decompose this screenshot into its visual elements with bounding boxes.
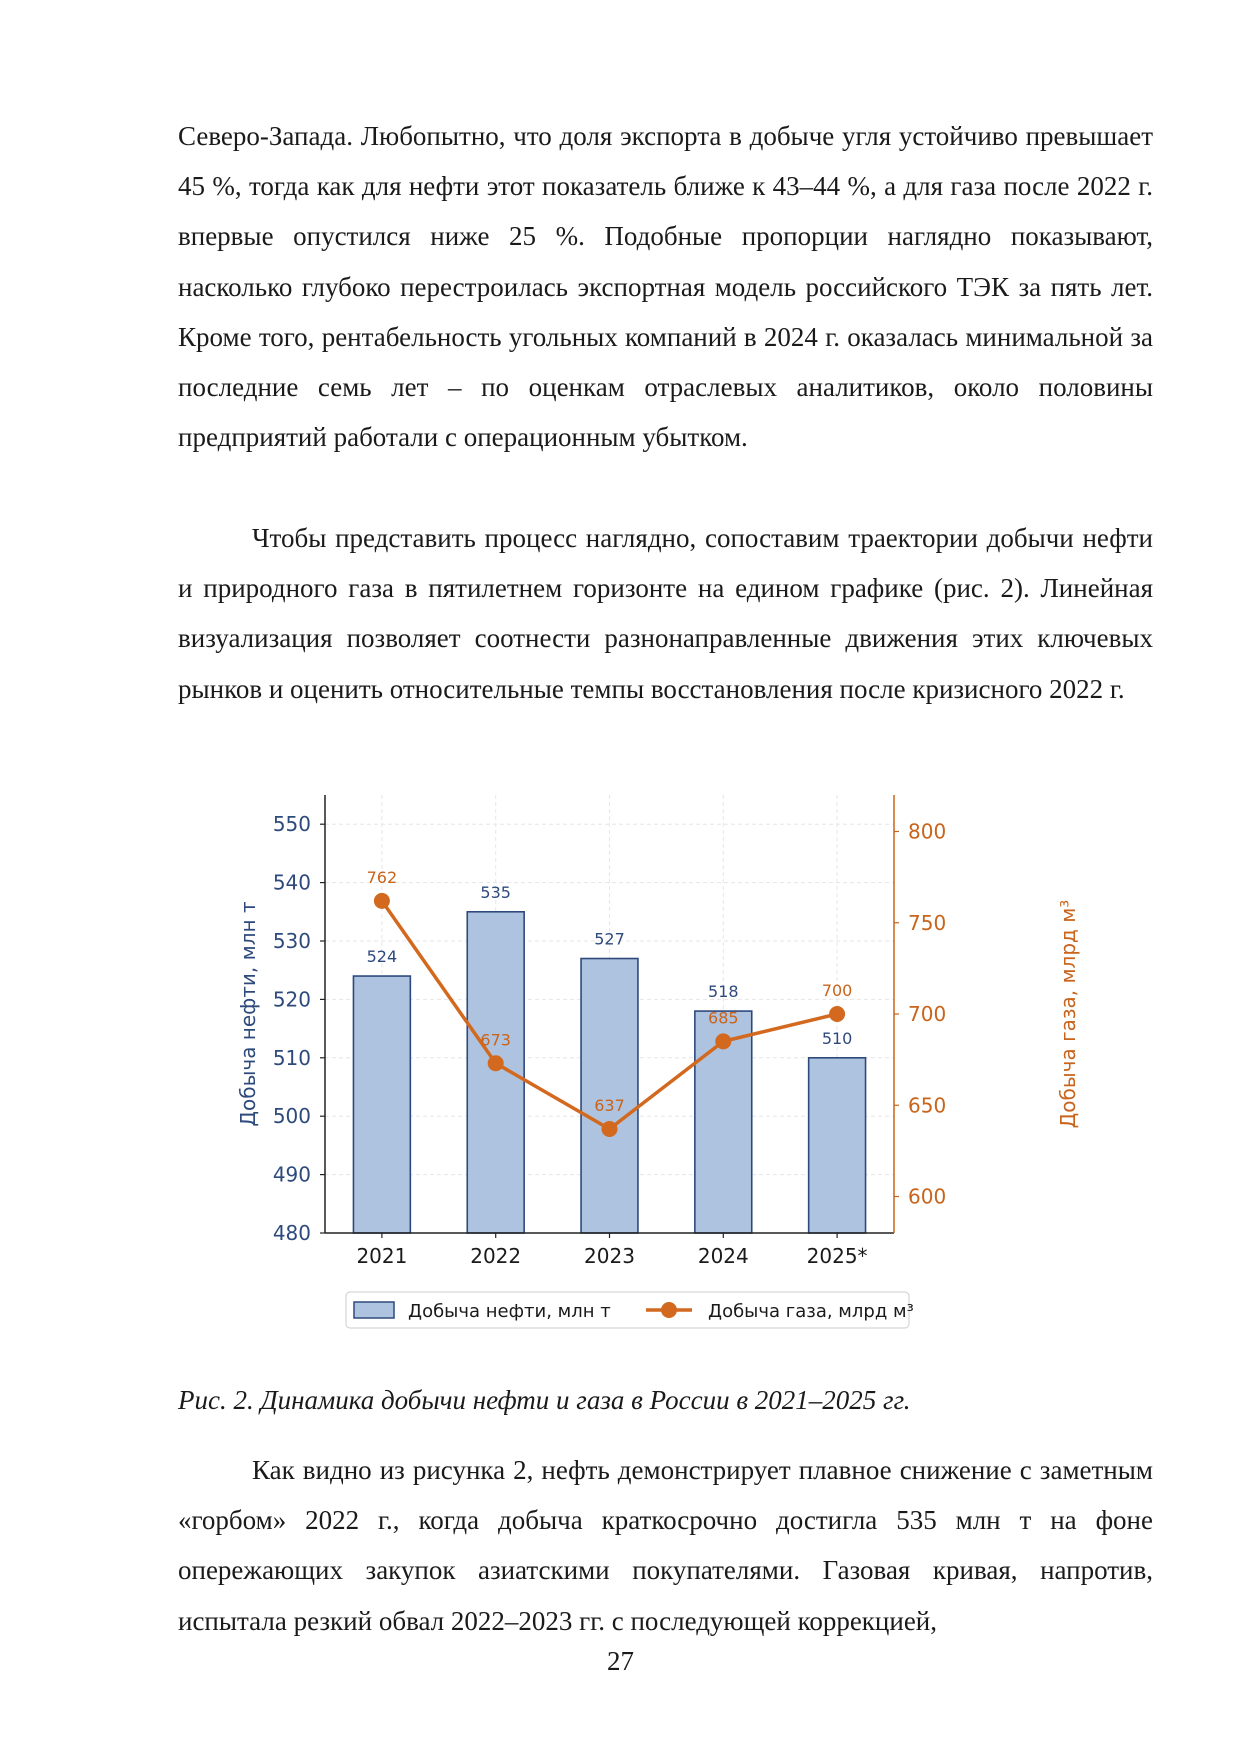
legend-swatch-gas-marker xyxy=(661,1302,677,1318)
body-paragraph: Северо-Запада. Любопытно, что доля экспорта в добыче угля устойчиво превышает 45 %, тогда как для нефти этот показатель ближе к 43–44 %, а для газа после 2022 г. впервые опустился ниже 25 %. Подобные пропорции наглядно показывают, насколько глубоко перестроилась экспортная модель российского ТЭК за пять лет. Кроме того, рентабельность угольных компаний в 2024 г. оказалась минимальной за последние семь лет – по оценкам отраслевых аналитиков, около половины предприятий работали с операционным убытком. xyxy=(178,121,1153,453)
y-tick-label: 550 xyxy=(272,812,311,837)
x-tick-label: 2021 xyxy=(356,1244,408,1268)
body-paragraph: Чтобы представить процесс наглядно, сопоставим траектории добычи нефти и природного газа в пятилетнем горизонте на едином графике (рис. 2). Линейная визуализация позволяет соотнести разнонаправленные движения этих ключевых рынков и оценить относительные темпы восстановления после кризисного 2022 г. xyxy=(178,523,1153,704)
y-axis-title: Добыча нефти, млн т xyxy=(236,901,260,1127)
body-paragraph: Как видно из рисунка 2, нефть демонстрирует плавное снижение с заметным «горбом» 2022 г., когда добыча краткосрочно достигла 535 млн т на фоне опережающих закупок азиатскими покупателями. Газовая кривая, напротив, испытала резкий обвал 2022–2023 гг. с последующей коррекцией, xyxy=(178,1455,1153,1636)
y-tick-label: 520 xyxy=(272,987,311,1012)
legend-label-oil: Добыча нефти, млн т xyxy=(408,1301,611,1322)
figure-caption: Рис. 2. Динамика добычи нефти и газа в России в 2021–2025 гг. xyxy=(178,1385,911,1415)
y-right-tick-label: 650 xyxy=(908,1093,947,1118)
y-right-tick-label: 700 xyxy=(908,1002,947,1026)
oil-gas-production-chart xyxy=(228,795,1098,1365)
y-right-tick-label: 750 xyxy=(908,910,947,935)
page-number: 27 xyxy=(607,1646,634,1676)
x-tick-label: 2023 xyxy=(584,1244,635,1268)
y-right-axis-title: Добыча газа, млрд м³ xyxy=(1056,899,1080,1129)
oil-data-label: 524 xyxy=(366,947,398,967)
y-tick-label: 540 xyxy=(272,870,311,895)
oil-data-label: 527 xyxy=(594,929,625,949)
oil-data-label: 518 xyxy=(708,982,739,1002)
gas-data-label: 637 xyxy=(594,1095,625,1115)
y-right-tick-label: 600 xyxy=(908,1184,947,1209)
gas-data-label: 685 xyxy=(708,1008,739,1028)
oil-data-label: 510 xyxy=(821,1028,853,1048)
gas-data-label: 700 xyxy=(821,981,853,1000)
legend-swatch-oil xyxy=(354,1302,394,1318)
oil-data-label: 535 xyxy=(480,882,511,902)
y-right-tick-label: 800 xyxy=(908,819,947,844)
gas-point xyxy=(374,893,390,909)
gas-data-label: 762 xyxy=(366,867,398,887)
oil-bar xyxy=(467,912,524,1233)
x-tick-label: 2022 xyxy=(470,1244,522,1268)
gas-point xyxy=(488,1055,504,1071)
legend-label-gas: Добыча газа, млрд м³ xyxy=(708,1301,914,1322)
y-tick-label: 480 xyxy=(272,1221,311,1245)
gas-point xyxy=(829,1006,845,1022)
x-tick-label: 2025* xyxy=(806,1244,868,1268)
gas-point xyxy=(715,1033,731,1049)
y-tick-label: 530 xyxy=(272,929,311,953)
oil-bar xyxy=(809,1058,866,1233)
gas-point xyxy=(602,1121,618,1137)
y-tick-label: 500 xyxy=(272,1104,311,1129)
x-tick-label: 2024 xyxy=(697,1244,749,1268)
gas-data-label: 673 xyxy=(480,1030,511,1050)
y-tick-label: 490 xyxy=(272,1162,311,1187)
oil-bar xyxy=(353,976,410,1233)
figure-oil-gas-chart xyxy=(228,795,1098,1365)
y-tick-label: 510 xyxy=(272,1045,311,1070)
